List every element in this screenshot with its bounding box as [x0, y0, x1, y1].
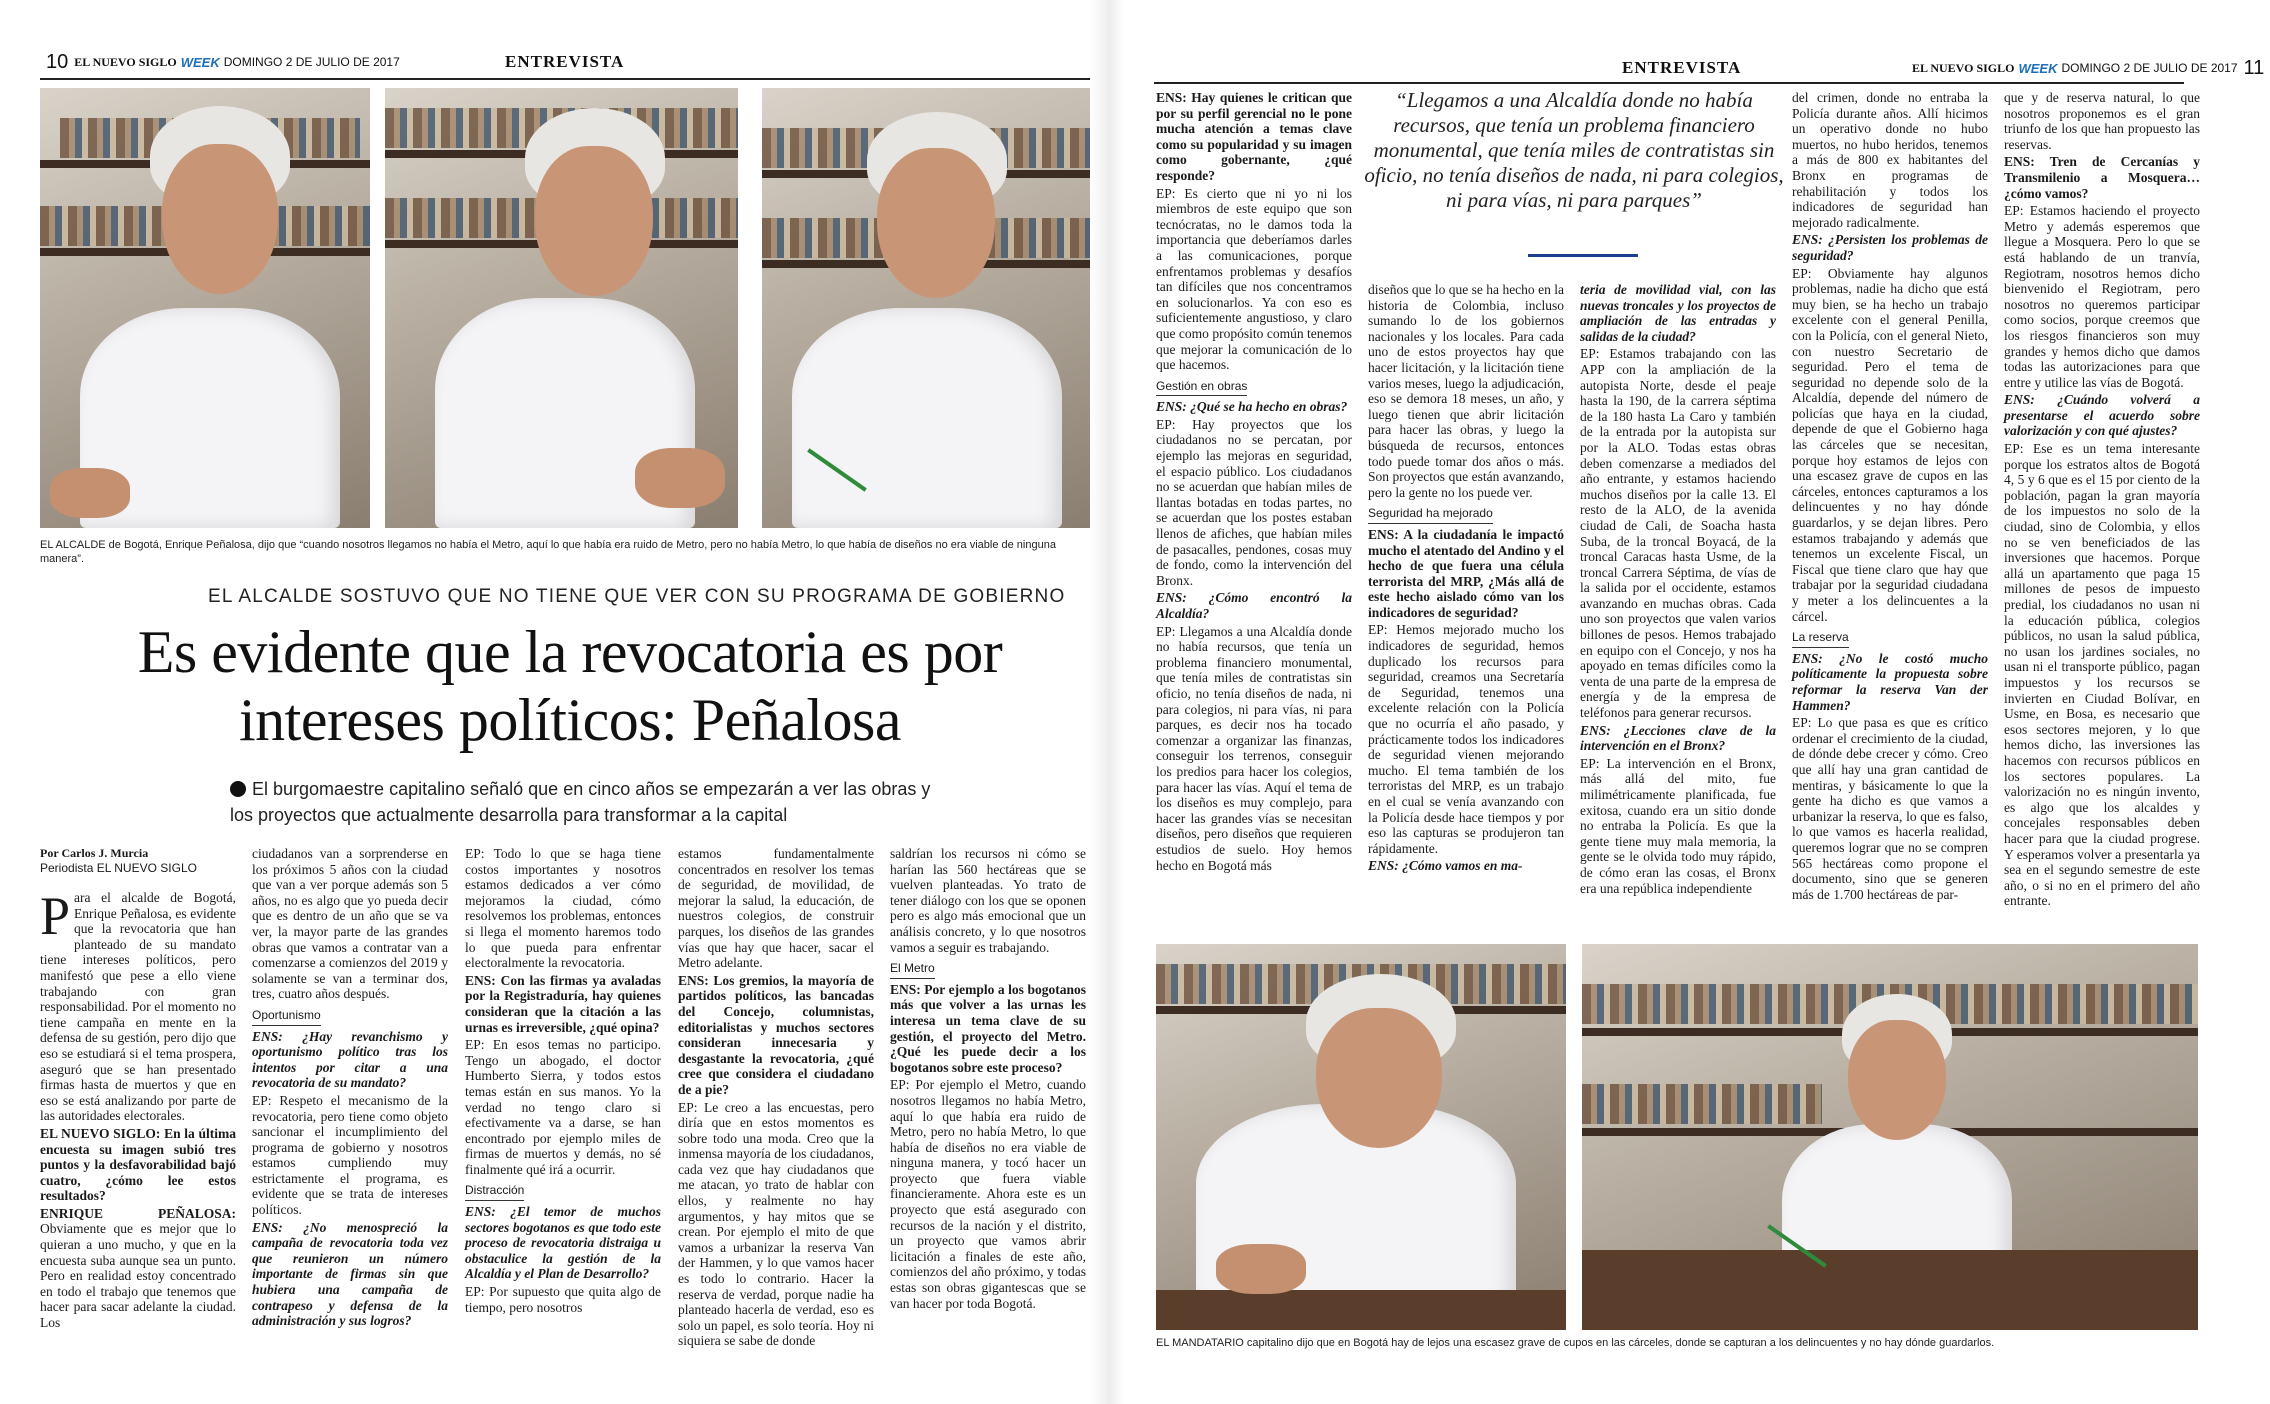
question: ENS: ¿Lecciones clave de la intervención en el Bronx?: [1580, 722, 1776, 754]
headline: Es evidente que la revocatoria es por intereses políticos: Peñalosa: [137, 619, 1003, 753]
left-column-1: [40, 846, 236, 1404]
answer: EP: Por ejemplo el Metro, cuando nosotros llegamos no había Metro, aquí lo que había era ruido de Metro, pero no había Metro, lo que había de diseños no era viable de ninguna manera, y tocó hacer un proyecto que fuera viable financieramente. Ahora este es un proyecto que está asegurado con recursos de la nación y el distrito, un proyecto que vamos abrir licitación a finales de este año, comienzos del año próximo, y todas estas son obras gigantescas que se van hacer por toda Bogotá.: [890, 1077, 1086, 1311]
answer: EP: Le creo a las encuestas, pero diría que en estos momentos es sobre todo una moda. Creo que la inmensa mayoría de los ciudadanos, cada vez que hay ciudadanos que me atacan, yo trato de hablar con ellos, y realmente no hay argumentos, y hay mitos que se crean. Por ejemplo el mito de que vamos a urbanizar la reserva Van der Hammen, y lo que vamos hacer es todo lo contrario. Hacer la reserva de verdad, porque nadie ha planteado hacerla de verdad, eso es solo un papel, es solo teoría. Hoy ni siquiera se sabe de donde: [678, 1099, 874, 1349]
paragraph: ciudadanos van a sorprenderse en los próximos 5 años con la ciudad que van a ver porque además son 5 años, no es algo que yo pueda decir que es dentro de un año que se va ver, la mayor parte de las grandes obras que vamos a contratar van a comenzarse a comienzos del 2019 y solamente se van a terminar dos, tres, cuatro años después.: [252, 846, 448, 1002]
question: ENS: ¿Cuándo volverá a presentarse el acuerdo sobre valorización y con qué ajustes?: [2004, 392, 2200, 439]
left-folio: [40, 50, 400, 74]
right-column-5: [2004, 90, 2200, 930]
section-title: ENTREVISTA: [1622, 58, 1742, 77]
question: ENS: ¿Persisten los problemas de seguridad?: [1792, 232, 1988, 263]
answer: EP: Hemos mejorado mucho los indicadores de seguridad, hemos duplicado los recursos para seguridad, creamos una Secretaría de Seguridad, tenemos una excelente relación con la Policía que no ocurría el año pasado, y prácticamente todos los indicadores de seguridad vienen mejorando mucho. El tema también de los terroristas del MRP, es un trabajo en el cual se venía avanzando con la Policía desde hace tiempos y por eso las capturas se produjeron tan rápidamente.: [1368, 622, 1564, 856]
answer: EP: Hay proyectos que los ciudadanos no se percatan, por ejemplo las mejoras en seguridad, el espacio público. Los ciudadanos no se acuerdan que habían miles de llantas botadas en todas partes, no se acuerdan que los postes estaban llenos de afiches, que habían miles de pasacalles, pendones, cosas muy de fondo, como la intervención del Bronx.: [1156, 416, 1352, 588]
answer: EP: Lo que pasa es que es crítico ordenar el crecimiento de la ciudad, de dónde debe crecer y cómo. Creo que allí hay una gran cantidad de mentiras, y básicamente lo que la gente ha dicho es que vamos a urbanizar la reserva, lo que es falso, lo que vamos es hacerla realidad, queremos lograr que no se compren 565 hectáreas como propone el documento, sino que se generen más de 1.700 hectáreas de par-: [1792, 715, 1988, 902]
question: ENS: Por ejemplo a los bogotanos más que volver a las urnas les interesa un tema clave de su gestión, el proyecto del Metro. ¿Qué les puede decir a los bogotanos sobre este proceso?: [890, 981, 1086, 1075]
section-title: ENTREVISTA: [505, 52, 625, 71]
question: ENS: ¿No menospreció la campaña de revocatoria toda vez que reunieron un número importante de firmas sin que hubiera una campaña de contrapeso y defensa de la administración y sus logros?: [252, 1219, 448, 1329]
paper-name: EL NUEVO SIGLO: [1912, 60, 2015, 75]
subheading: Oportunismo: [252, 1008, 321, 1026]
byline-role: Periodista EL NUEVO SIGLO: [40, 861, 197, 875]
answer: EP: Ese es un tema interesante porque los estratos altos de Bogotá 4, 5 y 6 que es el 15 por ciento de la población, pagan la gran mayoría de los impuestos no solo de la ciudad, sino de Colombia, y ellos no se ven beneficiados de las inversiones que hacemos. Porque allá un apartamento que paga 15 millones de pesos de impuesto predial, los ciudadanos no usan ni la educación pública, colegios públicos, no usan la salud pública, no usan los jardines sociales, no usan ni el transporte público, pagan impuestos y los recursos se invierten en Ciudad Bolívar, en Usme, en Bosa, es necesario que esos sectores mejoren, y lo que hemos dicho, las inversiones las hacemos con recursos públicos en los sectores populares. La valorización no es ningún invento, es algo que los alcaldes y concejales responsables deben hacer para que la ciudad progrese. Y esperamos volver a presentarla ya sea en el segundo semestre de este año, o si no en el primero del año entrante.: [2004, 441, 2200, 909]
right-folio: [1912, 56, 2270, 80]
photo-mayor-3: [762, 88, 1090, 528]
answer: Obviamente que es mejor que lo quieran a uno mucho, y que en la encuesta suba aunque sea un punto. Pero en realidad estoy concentrado en todo el trabajo que tenemos que hacer para sacar adelante la ciudad. Los: [40, 1221, 236, 1331]
answer: EP: Estamos trabajando con las APP con la ampliación de la autopista Norte, desde el peaje hasta la 190, de la carrera séptima de la 180 hasta La Caro y también de la entrada por la autopista sur por la ALO. Todas estas obras deben comenzarse a mediados del año entrante, y estamos haciendo muchos diseños por la calle 13. El resto de la ALO, de la avenida ciudad de Cali, de Soacha hasta Suba, de la troncal Boyacá, de la troncal Caracas hasta Usme, de la troncal Carrera Séptima, de vías de la salida por el occidente, estamos avanzando en muchas obras. Cada uno son proyectos que valen varios billones de pesos. Hemos trabajado en equipo con el Concejo, y nos ha apoyado en temas difíciles como la venta de una parte de la empresa de energía y de la empresa de teléfonos para generar recursos.: [1580, 346, 1776, 721]
right-photo-caption: EL MANDATARIO capitalino dijo que en Bogotá hay de lejos una escasez grave de cupos en las cárceles, donde se capturan a los delincuentes y no hay dónde guardarlos.: [1156, 1337, 1995, 1349]
question: teria de movilidad vial, con las nuevas troncales y los proyectos de ampliación de las entradas y salidas de la ciudad?: [1580, 282, 1776, 344]
answer: EP: Respeto el mecanismo de la revocatoria, pero tiene como objeto sancionar el incumplimiento del programa de gobierno y nosotros estamos cumpliendo muy estrictamente el programa, es evidente que se trata de intereses políticos.: [252, 1092, 448, 1218]
paragraph: saldrían los recursos ni cómo se harían las 560 hectáreas que se vuelven planteadas. Yo trato de tener diálogo con los que se oponen pero es algo más emocional que un análisis concreto, y lo que nosotros vamos a seguir es trabajando.: [890, 846, 1086, 955]
answer: EP: Llegamos a una Alcaldía donde no había recursos, que tenía un problema financiero monumental, que tenía miles de contratistas sin oficio, no tenía diseños de nada, ni para colegios, ni para vías, ni para parques, es decir nos ha tocado comenzar a organizar las finanzas, conseguir los terrenos, conseguir los predios para hacer los colegios, para hacer las vías. Aquí el tema de los diseños es muy complejo, para hacer las grandes vías se necesitan diseños, pero diseños que requieren estudios de suelo. Hoy hemos hecho en Bogotá más: [1156, 623, 1352, 873]
question: ENS: Tren de Cercanías y Transmilenio a Mosquera… ¿cómo vamos?: [2004, 154, 2200, 201]
byline-name: Por Carlos J. Murcia: [40, 846, 149, 860]
header-rule: [40, 78, 1090, 80]
week-label: WEEK: [2018, 60, 2058, 76]
paper-name: EL NUEVO SIGLO: [74, 54, 177, 69]
paragraph: estamos fundamentalmente concentrados en resolver los temas de seguridad, de movilidad, de mejorar la salud, la educación, de nuestros colegios, de construir parques, los diseños de las grandes vías que hay que hacer, sacar el Metro adelante.: [678, 846, 874, 971]
subheading: Distracción: [465, 1183, 524, 1201]
deck: [230, 776, 950, 828]
left-column-4: [678, 846, 874, 1404]
question: ENS: ¿Cómo vamos en ma-: [1368, 858, 1523, 874]
photo-mayor-1: [40, 88, 370, 528]
photo-mayor-4: [1156, 944, 1566, 1330]
question: ENS: ¿Qué se ha hecho en obras?: [1156, 399, 1348, 415]
answer: EP: Todo lo que se haga tiene costos importantes y nosotros estamos dedicados a ver cómo mejoramos la ciudad, cómo resolvemos los problemas, entonces si llega el momento haremos todo lo que pueda para enfrentar electoralmente la revocatoria.: [465, 846, 661, 971]
issue-date: DOMINGO 2 DE JULIO DE 2017: [2061, 61, 2238, 75]
answer: EP: Estamos haciendo el proyecto Metro y además esperemos que llegue a Mosquera. Pero lo que se está hablando de un tranvía, Regiotram, nosotros hemos dicho bienvenido el Regiotram, pero nosotros no queremos participar como socios, porque creemos que los riesgos financieros son muy grandes y hemos dicho que damos todas las autorizaciones para que entre y utilice las vías de Bogotá.: [2004, 203, 2200, 390]
question: ENS: A la ciudadanía le impactó mucho el atentado del Andino y el hecho de que fuera una célula terrorista del MRP, ¿Más allá de este hecho aislado cómo van los indicadores de seguridad?: [1368, 526, 1564, 620]
right-column-3: [1580, 282, 1776, 930]
dropcap: P: [40, 886, 71, 946]
deck-text: El burgomaestre capitalino señaló que en cinco años se empezarán a ver las obras y los proyectos que actualmente desarrolla para transformar a la capital: [230, 779, 931, 825]
question: ENS: ¿No le costó mucho políticamente la propuesta sobre reformar la reserva Van der Hammen?: [1792, 650, 1988, 713]
right-column-2: [1368, 282, 1564, 930]
left-photo-caption: EL ALCALDE de Bogotá, Enrique Peñalosa, dijo que “cuando nosotros llegamos no había el Metro, aquí lo que había era ruido de Metro, pero no había Metro, lo que había de diseños no era viable de ninguna manera”.: [40, 539, 1056, 565]
question: ENS: Hay quienes le critican que por su perfil gerencial no le pone mucha atención a temas clave como su popularidad y su imagen como gobernante, ¿qué responde?: [1156, 90, 1352, 183]
photo-mayor-5: [1582, 944, 2198, 1330]
subheading: El Metro: [890, 961, 935, 979]
paragraph: del crimen, donde no entraba la Policía durante años. Allí hicimos un operativo donde no hubo muertos, no hubo heridos, tenemos a más de 800 ex habitantes del Bronx en programas de rehabilitación y todos los indicadores de seguridad han mejorado radicalmente.: [1792, 90, 1988, 230]
subheading: Gestión en obras: [1156, 379, 1247, 397]
bullet-icon: [230, 781, 246, 797]
question: ENS: ¿Hay revanchismo y oportunismo político tras los intentos por citar a una revocatoria de su mandato?: [252, 1028, 448, 1091]
paragraph: diseños que lo que se ha hecho en la historia de Colombia, incluso sumando lo de los gobiernos nacionales y los locales. Para cada uno de estos proyectos hay que hacer licitación, y la licitación tiene varios meses, luego la adjudicación, eso se demora 18 meses, un año, y luego tienen que abrir licitación para hacer las obras, y luego la búsqueda de recursos, entonces todo puede tomar dos años o más. Son proyectos que están avanzando, pero la gente no los puede ver.: [1368, 282, 1564, 500]
kicker: EL ALCALDE SOSTUVO QUE NO TIENE QUE VER CON SU PROGRAMA DE GOBIERNO: [208, 586, 1066, 607]
answer: EP: Por supuesto que quita algo de tiempo, pero nosotros: [465, 1284, 661, 1315]
subheading: Seguridad ha mejorado: [1368, 506, 1493, 524]
right-column-1: [1156, 90, 1352, 930]
right-column-4: [1792, 90, 1988, 930]
page-gutter: [1090, 0, 1124, 1404]
photo-mayor-2: [385, 88, 738, 528]
pull-quote: “Llegamos a una Alcaldía donde no había recursos, que tenía un problema financiero monumental, que tenía miles de contratistas sin oficio, no tenía diseños de nada, ni para colegios, ni para vías, ni para parques”: [1364, 88, 1784, 212]
answer: EP: La intervención en el Bronx, más allá del mito, fue milimétricamente planificada, fue exitosa, cuando era un sitio donde no entraba la Policía. Es que la gente tiene muy mala memoria, la gente se le olvida todo muy rápido, de cómo eran las cosas, el Bronx era una república independiente: [1580, 755, 1776, 896]
question: ENS: ¿Cómo encontró la Alcaldía?: [1156, 590, 1352, 621]
answer: EP: Es cierto que ni yo ni los miembros de este equipo que son tecnócratas, no le damos toda la importancia que deberíamos darles a las comunicaciones, porque enfrentamos problemas y desafíos tan difíciles que nos concentramos en solucionarlos. Ya con eso es suficientemente angustioso, y claro que como propósito común tenemos que mejorar la comunicación de lo que hacemos.: [1156, 185, 1352, 373]
answer-label: ENRIQUE PEÑALOSA:: [40, 1205, 236, 1221]
week-label: WEEK: [180, 54, 220, 70]
left-column-2: [252, 846, 448, 1404]
question: ENS: ¿El temor de muchos sectores bogotanos es que todo este proceso de revocatoria distraiga u obstaculice la gestión de la Alcaldía y el Plan de Desarrollo?: [465, 1204, 661, 1282]
answer: EP: En esos temas no participo. Tengo un abogado, el doctor Humberto Sierra, y todos estos temas están en sus manos. Yo la verdad no tengo claro si efectivamente va a darse, se han encontrado por ejemplo miles de firmas de muertos y demás, no sé finalmente qué irá a ocurrir.: [465, 1037, 661, 1177]
header-rule: [1154, 82, 2184, 84]
left-page: [0, 0, 1090, 1404]
left-column-5: [890, 846, 1086, 1404]
intro-paragraph: ara el alcalde de Bogotá, Enrique Peñalosa, es evidente que la revocatoria que han planteado de su mandato tiene intereses políticos, pero manifestó que pese a ello viene trabajando con gran responsabilidad. Por el momento no tiene campaña en mente en la defensa de su gestión, pero dijo que eso se estudiará si el tema prospera, aseguró que se han presentado firmas hasta de muertos y que en eso se está analizando por parte de las autoridades electorales.: [40, 890, 236, 1124]
question: ENS: Los gremios, la mayoría de partidos políticos, las bancadas del Concejo, columnistas, editorialistas y muchos sectores consideran innecesaria y desgastante la revocatoria, ¿qué cree que considera el ciudadano de a pie?: [678, 972, 874, 1097]
issue-date: DOMINGO 2 DE JULIO DE 2017: [223, 55, 400, 69]
paragraph: que y de reserva natural, lo que nosotros proponemos es el gran triunfo de los que han propuesto las reservas.: [2004, 90, 2200, 152]
pull-quote-rule: [1528, 254, 1638, 257]
left-column-3: [465, 846, 661, 1404]
question: EL NUEVO SIGLO: En la última encuesta su imagen subió tres puntos y la desfavorabilidad bajó cuatro, ¿cómo lee estos resultados?: [40, 1125, 236, 1204]
page-number: 10: [46, 50, 69, 73]
question: ENS: Con las firmas ya avaladas por la Registraduría, hay quienes consideran que la citación a las urnas es irreversible, ¿qué opina?: [465, 972, 661, 1035]
answer: EP: Obviamente hay algunos problemas, nadie ha dicho que está muy bien, se ha hecho un trabajo excelente con el general Penilla, con la Policía, con el general Nieto, con nuestro Secretario de seguridad. Pero el tema de seguridad no depende solo de la Alcaldía, depende del número de policías que haya en la ciudad, depende de que el Gobierno haga las cárceles que se necesitan, porque hoy estamos de lejos con una escasez grave de cupos en las cárceles, entonces capturamos a los delincuentes y no hay dónde guardarlos, y se dejan libres. Pero estamos trabajando y además que tenemos un excelente Fiscal, un Fiscal que tiene claro que hay que trabajar por la seguridad ciudadana y meter a los delincuentes a la cárcel.: [1792, 265, 1988, 624]
subheading: La reserva: [1792, 630, 1849, 648]
page-number: 11: [2243, 56, 2265, 79]
